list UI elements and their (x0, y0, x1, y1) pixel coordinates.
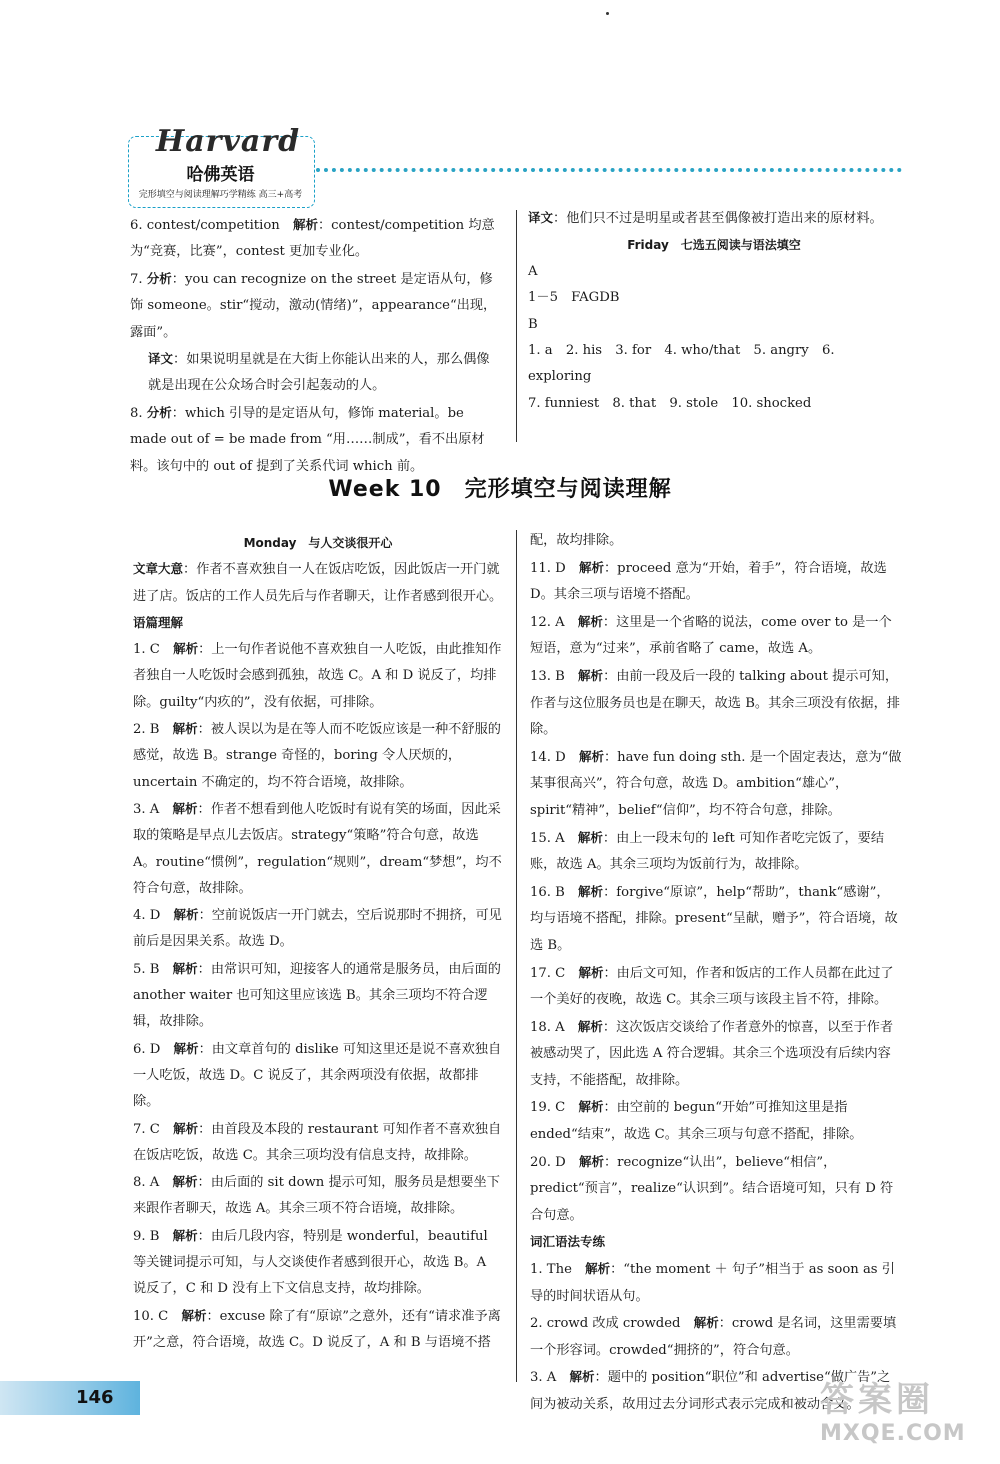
vocab-item: 3. A 解析：题中的 position“职位”和 advertise“做广告”之间为被动关系，故用过去分词形式表示完成和被动含义。 (530, 1369, 891, 1412)
answer-item: 1. C 解析：上一句作者说他不喜欢独自一人吃饭，由此推知作者独自一人吃饭时会感到孤独，故选 C。A 和 D 说反了，均排除。guilty“内疚的”，没有依据，可排除。 (133, 641, 502, 710)
top-left-column (130, 212, 502, 480)
part-b-answers-2: 7. funniest 8. that 9. stole 10. shocked (528, 395, 812, 411)
week-title: Week 10 完形填空与阅读理解 (328, 477, 672, 502)
column-divider (516, 530, 517, 1382)
continuation: 配，故均排除。 (530, 533, 623, 548)
answer-item: 13. B 解析：由前一段及后一段的 talking about 提示可知，作者与这位服务员也是在聊天，故选 B。其余三项没有依据，排除。 (530, 667, 900, 738)
answer-item: 16. B 解析：forgive“原谅”，help“帮助”，thank“感谢”，均与语境不搭配，排除。present“呈献，赠予”，符合语境，故选 B。 (530, 883, 898, 953)
top-right-column (528, 205, 900, 417)
answer-item: 6. D 解析：由文章首句的 dislike 可知这里还是说不喜欢独自一人吃饭，故选 D。C 说反了，其余两项没有依据，故都排除。 (133, 1040, 502, 1110)
vocab-item: 2. crowd 改成 crowded 解析：crowd 是名词，这里需要填一个形容词。crowded“拥挤的”，符合句意。 (530, 1315, 897, 1358)
friday-title: Friday 七选五阅读与语法填空 (627, 238, 801, 253)
bottom-left-column (133, 530, 503, 1356)
logo-subtitle: 完形填空与阅读理解巧学精练 高三+高考 (138, 190, 303, 200)
vocab-section-label: 词汇语法专练 (530, 1234, 606, 1250)
header-dotted-rule (316, 168, 902, 172)
watermark-chinese: 答案圈 (820, 1380, 934, 1420)
answer-item: 7. 分析：you can recognize on the street 是定语从句，修饰 someone。stir“搅动，激动(情绪)”，appearance“出现，露面”。 (130, 270, 497, 340)
answer-item: 8. A 解析：由后面的 sit down 提示可知，服务员是想要坐下来跟作者聊天，故选 A。其余三项不符合语境，故排除。 (133, 1174, 500, 1217)
page-number: 146 (76, 1387, 114, 1408)
scan-dot (606, 12, 609, 15)
answer-item: 6. contest/competition 解析：contest/competition 均意为“竞赛，比赛”，contest 更加专业化。 (130, 217, 495, 260)
answer-item: 12. A 解析：这里是一个省略的说法，come over to 是一个短语，意为“过来”，承前省略了 came，故选 A。 (530, 613, 892, 657)
part-a-answers: 1－5 FAGDB (528, 290, 620, 306)
part-b-answers-1: 1. a 2. his 3. for 4. who/that 5. angry 6. exploring (528, 343, 835, 385)
watermark-url: MXQE.COM (820, 1421, 966, 1446)
section-label: 语篇理解 (133, 614, 184, 630)
answer-item: 14. D 解析：have fun doing sth. 是一个固定表达，意为“做某事很高兴”，符合句意，故选 D。ambition“雄心”，spirit“精神”，belief“信仰”，均不符合句意，排除。 (530, 748, 902, 818)
answer-item: 18. A 解析：这次饭店交谈给了作者意外的惊喜，以至于作者被感动哭了，因此选 A 符合逻辑。其余三个选项没有后续内容支持，不能搭配，故排除。 (530, 1018, 894, 1088)
answer-item: 2. B 解析：被人误以为是在等人而不吃饭应该是一种不舒服的感觉，故选 B。strange 奇怪的，boring 令人厌烦的，uncertain 不确定的，均不符合语境，故排除。 (133, 721, 501, 790)
translation: 译文：他们只不过是明星或者甚至偶像被打造出来的原材料。 (528, 210, 883, 226)
answer-item: 17. C 解析：由后文可知，作者和饭店的工作人员都在此过了一个美好的夜晚，故选 C。其余三项与该段主旨不符，排除。 (530, 964, 894, 1008)
logo-chinese: 哈佛英语 (186, 165, 255, 185)
answer-item: 19. C 解析：由空前的 begun“开始”可推知这里是指 ended“结束”，故选 C。其余三项与句意不搭配，排除。 (530, 1099, 863, 1143)
vocab-item: 1. The 解析：“the moment ＋ 句子”相当于 as soon as 引导的时间状语从句。 (530, 1261, 895, 1304)
answer-item: 20. D 解析：recognize“认出”，believe“相信”，predict“预言”，realize“认识到”。结合语境可知，只有 D 符合句意。 (530, 1153, 894, 1223)
answer-item: 7. C 解析：由首段及本段的 restaurant 可知作者不喜欢独自在饭店吃饭，故选 C。其余三项均没有信息支持，故排除。 (133, 1120, 502, 1163)
answer-item: 译文：如果说明星就是在大街上你能认出来的人，那么偶像就是出现在公众场合时会引起轰动的人。 (148, 351, 490, 394)
answer-item: 10. C 解析：excuse 除了有“原谅”之意外，还有“请求准予离开”之意，符合语境，故选 C。D 说反了，A 和 B 与语境不搭 (133, 1307, 501, 1350)
part-a-label: A (528, 263, 538, 279)
summary: 文章大意：作者不喜欢独自一人在饭店吃饭，因此饭店一开门就进了店。饭店的工作人员先后与作者聊天，让作者感到很开心。 (133, 561, 503, 604)
monday-title: Monday 与人交谈很开心 (243, 536, 393, 550)
answer-item: 4. D 解析：空前说饭店一开门就去，空后说那时不拥挤，可见前后是因果关系。故选 D。 (133, 907, 502, 950)
logo-title: Harvard (155, 124, 301, 159)
column-divider (516, 210, 517, 442)
answer-item: 3. A 解析：作者不想看到他人吃饭时有说有笑的场面，因此采取的策略是早点儿去饭店。strategy“策略”符合句意，故选 A。routine“惯例”，regulation“规则”，dream“梦想”，均不符合句意，故排除。 (133, 800, 502, 896)
answer-item: 8. 分析：which 引导的是定语从句，修饰 material。be made out of = be made from “用……制成”，看不出原材料。该句中的 out of 提到了关系代词 which 前。 (130, 404, 485, 474)
answer-item: 9. B 解析：由后几段内容，特别是 wonderful，beautiful 等关键词提示可知，与人交谈使作者感到很开心，故选 B。A 说反了，C 和 D 没有上下文信息支持，故均排除。 (133, 1227, 488, 1297)
watermark (820, 1380, 990, 1460)
bottom-right-column (530, 528, 902, 1419)
answer-item: 11. D 解析：proceed 意为“开始，着手”，符合语境，故选 D。其余三项与语境不搭配。 (530, 559, 887, 603)
part-b-label: B (528, 316, 538, 332)
answer-item: 15. A 解析：由上一段末句的 left 可知作者吃完饭了，要结账，故选 A。其余三项均为饭前行为，故排除。 (530, 829, 885, 873)
answer-item: 5. B 解析：由常识可知，迎接客人的通常是服务员，由后面的 another waiter 也可知这里应该选 B。其余三项均不符合逻辑，故排除。 (133, 960, 501, 1030)
